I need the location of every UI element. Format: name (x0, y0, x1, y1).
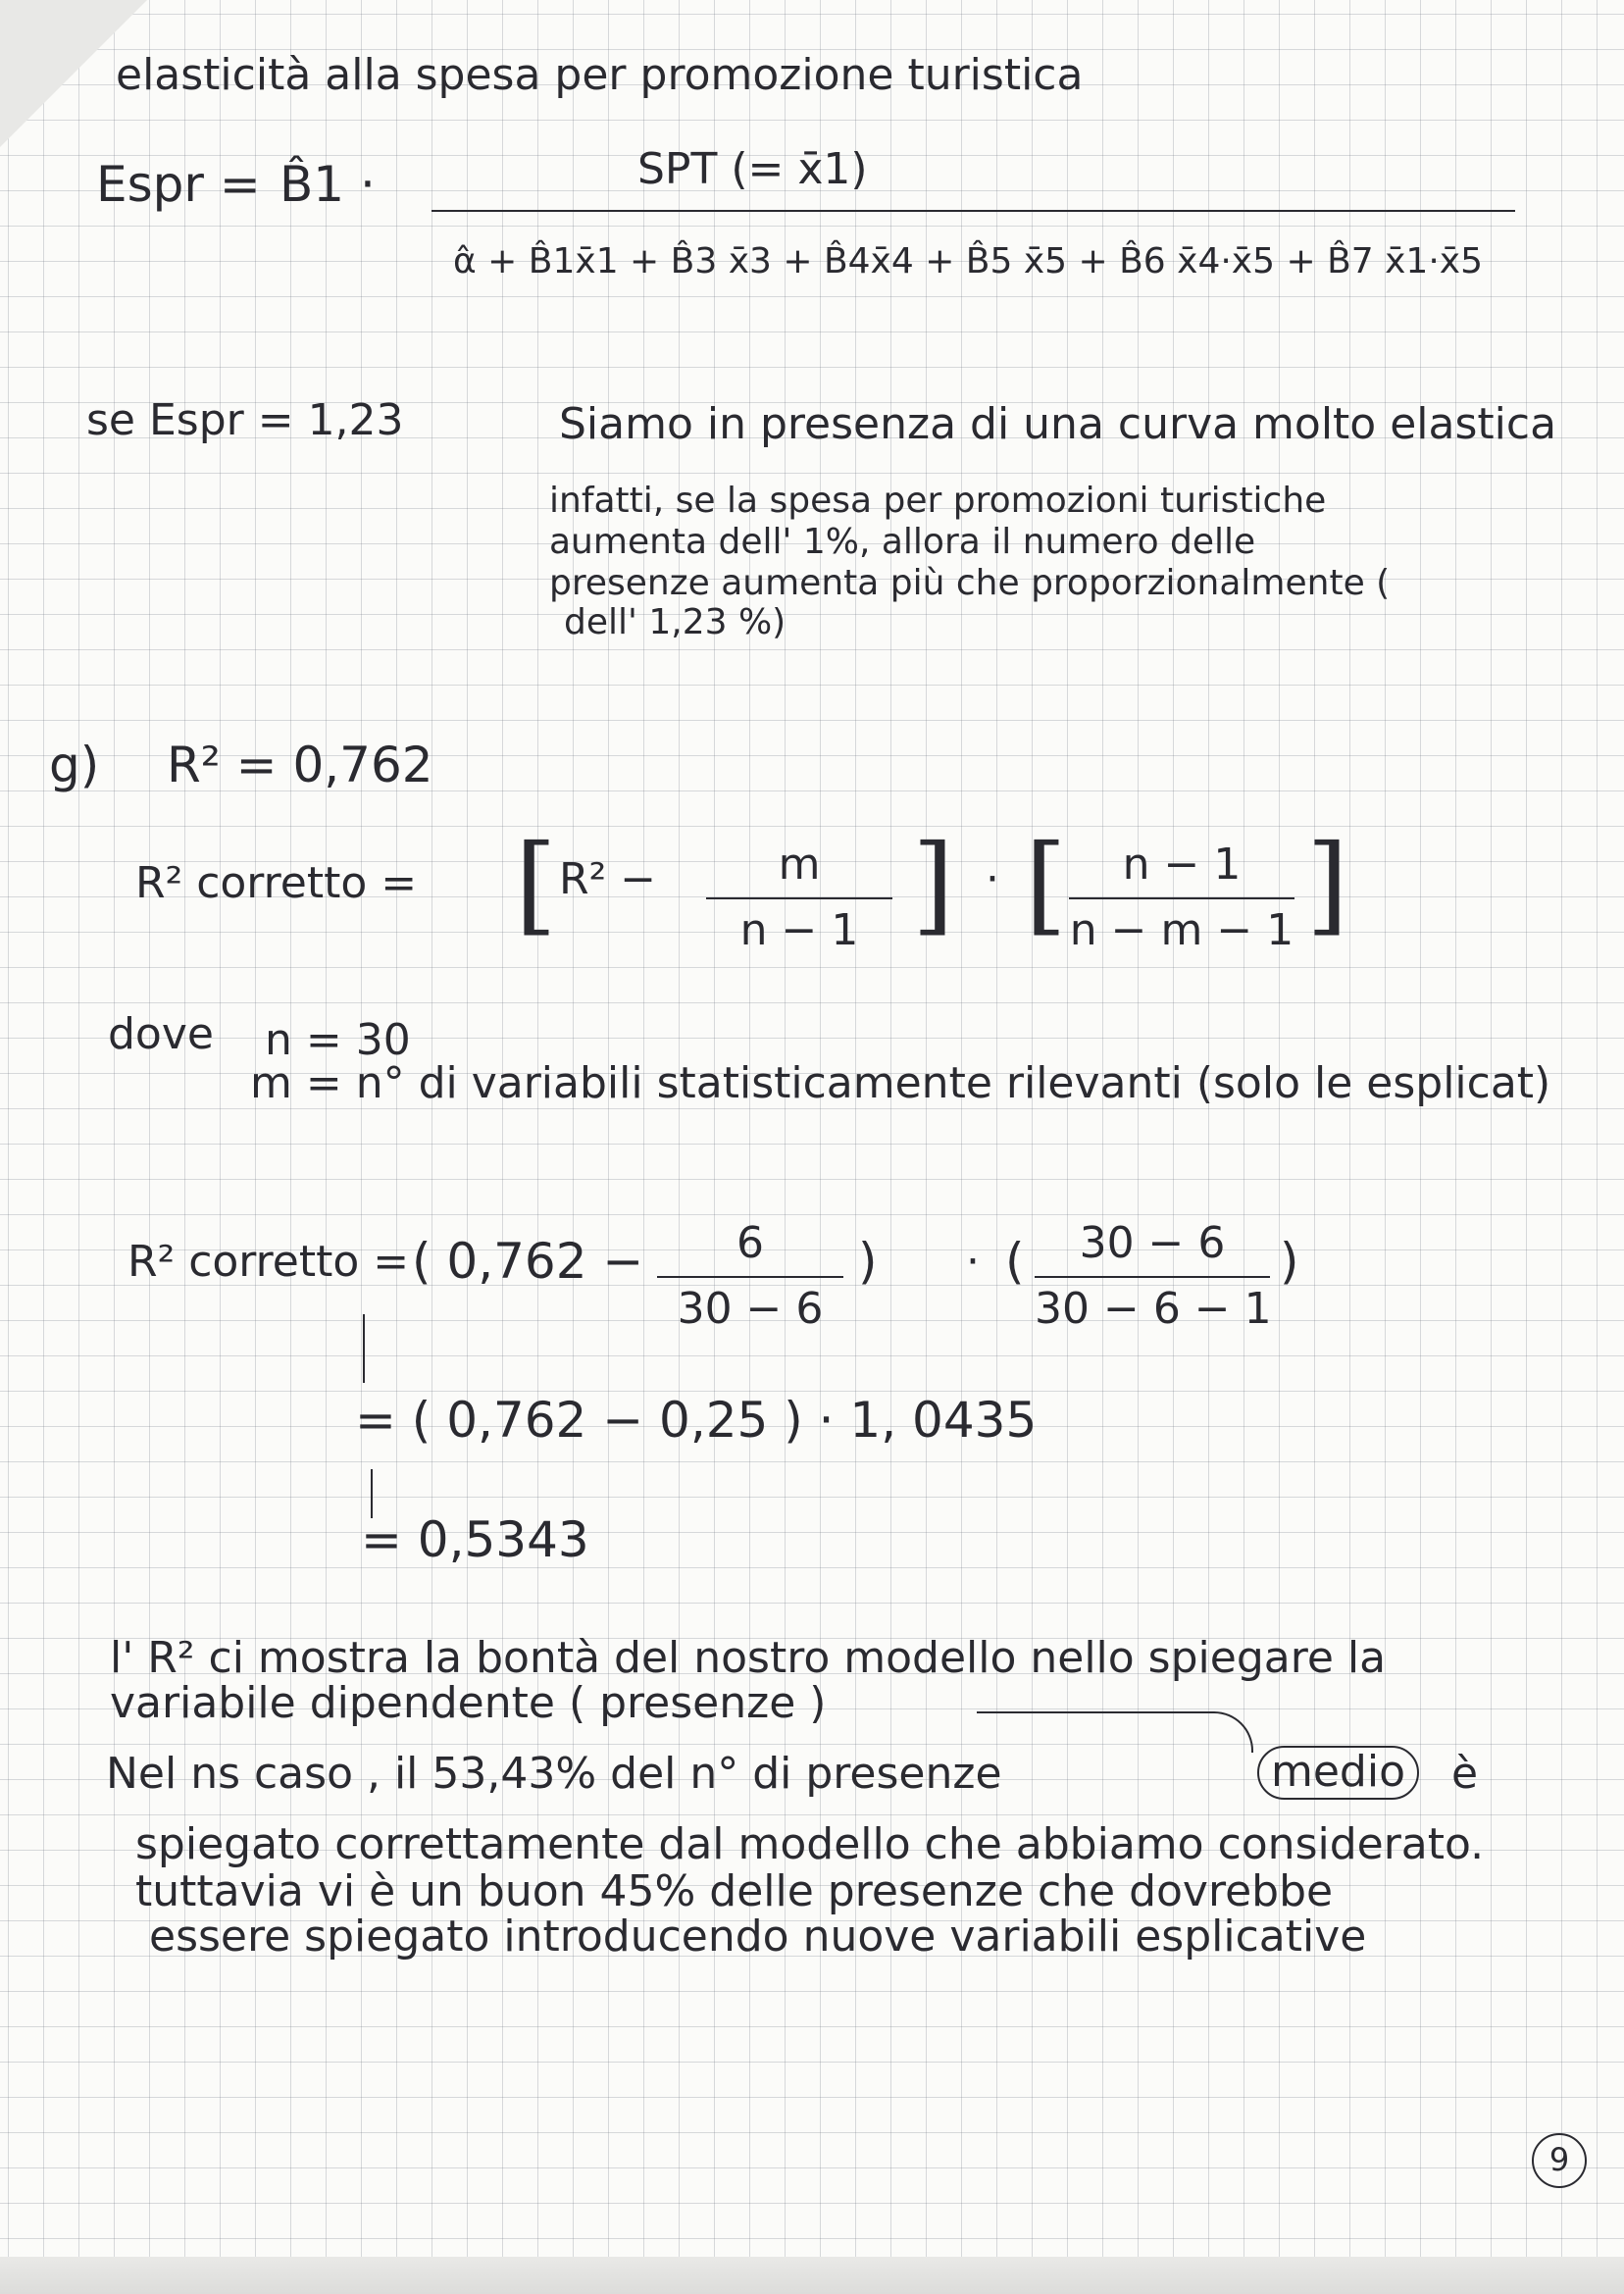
m-definition: m = n° di variabili statisticamente rilevanti (solo le esplicat) (250, 1058, 1551, 1108)
calc-paren1-close: ) (858, 1233, 878, 1290)
calc-step-2: = ( 0,762 − 0,25 ) · 1, 0435 (355, 1392, 1038, 1449)
calc-dot: · (966, 1237, 980, 1287)
calc-paren2-open: ( (1005, 1233, 1025, 1290)
heading: elasticità alla spesa per promozione turistica (116, 50, 1084, 100)
elasticity-fraction-bar (431, 210, 1515, 212)
comment-line-4: presenze aumenta più che proporzionalmente ( (549, 563, 1391, 603)
second-bracket-close: ] (1306, 821, 1348, 946)
calc-fraction-2 (1035, 1218, 1270, 1336)
elasticity-lhs: Espr = (96, 156, 261, 213)
explanation-line-4: spiegato correttamente dal modello che abbiamo considerato. (135, 1819, 1485, 1869)
first-fraction-bar (706, 897, 892, 899)
calc-fraction-1-den: 30 − 6 (677, 1283, 824, 1334)
comment-line-1: Siamo in presenza di una curva molto elastica (559, 399, 1557, 449)
explanation-verb: è (1451, 1749, 1479, 1799)
formula-dot: · (986, 854, 999, 904)
comment-line-5: dell' 1,23 %) (564, 602, 787, 642)
second-fraction-bar (1069, 897, 1294, 899)
second-fraction (1069, 840, 1294, 957)
calc-fraction-1-bar (657, 1276, 843, 1278)
second-bracket-open: [ (1025, 821, 1067, 946)
elasticity-numerator: SPT (= x̄1) (637, 144, 868, 194)
n-definition: n = 30 (265, 1015, 411, 1065)
first-bracket-open: [ (515, 821, 557, 946)
calc-fraction-2-bar (1035, 1276, 1270, 1278)
elasticity-value: se Espr = 1,23 (86, 395, 404, 445)
page-number: 9 (1532, 2133, 1587, 2188)
elasticity-coef: B̂1 · (279, 156, 376, 213)
page-bottom-edge (0, 2257, 1624, 2294)
first-fraction (706, 840, 892, 957)
first-bracket-close: ] (912, 821, 954, 946)
r2-value: R² = 0,762 (167, 737, 433, 793)
calc-fraction-1 (657, 1218, 843, 1336)
explanation-line-2: variabile dipendente ( presenze ) (110, 1678, 827, 1728)
first-fraction-num: m (778, 840, 821, 890)
calc-fraction-2-num: 30 − 6 (1079, 1218, 1226, 1268)
explanation-line-6: essere spiegato introducendo nuove variabili esplicative (149, 1912, 1367, 1962)
calc-lhs: R² corretto = (127, 1237, 410, 1287)
calc-paren2-close: ) (1280, 1233, 1299, 1290)
section-marker: g) (49, 737, 100, 793)
calc-step-3: = 0,5343 (361, 1511, 589, 1568)
explanation-line-5: tuttavia vi è un buon 45% delle presenze che dovrebbe (135, 1866, 1334, 1916)
comment-line-2: infatti, se la spesa per promozioni turistiche (549, 481, 1327, 521)
first-bracket-lead: R² − (559, 854, 657, 904)
second-fraction-num: n − 1 (1122, 840, 1242, 890)
elasticity-denominator: α̂ + B̂1x̄1 + B̂3 x̄3 + B̂4x̄4 + B̂5 x̄5 + B̂6 x̄4·x̄5 + B̂7 x̄1·x̄5 (453, 241, 1483, 281)
explanation-line-1: l' R² ci mostra la bontà del nostro modello nello spiegare la (110, 1633, 1387, 1683)
circled-word-medio: medio (1257, 1746, 1419, 1800)
calc-fraction-1-num: 6 (736, 1218, 764, 1268)
first-fraction-den: n − 1 (739, 904, 859, 955)
check-arrow-arc (977, 1711, 1253, 1753)
r2-corrected-lhs: R² corretto = (135, 858, 418, 908)
explanation-line-3: Nel ns caso , il 53,43% del n° di presenze (106, 1749, 1002, 1799)
calc-connector-1 (363, 1314, 365, 1383)
where-label: dove (108, 1009, 214, 1059)
calc-fraction-2-den: 30 − 6 − 1 (1035, 1283, 1272, 1334)
calc-paren1-lead: ( 0,762 − (412, 1233, 644, 1290)
second-fraction-den: n − m − 1 (1069, 904, 1294, 955)
comment-line-3: aumenta dell' 1%, allora il numero delle (549, 522, 1256, 562)
